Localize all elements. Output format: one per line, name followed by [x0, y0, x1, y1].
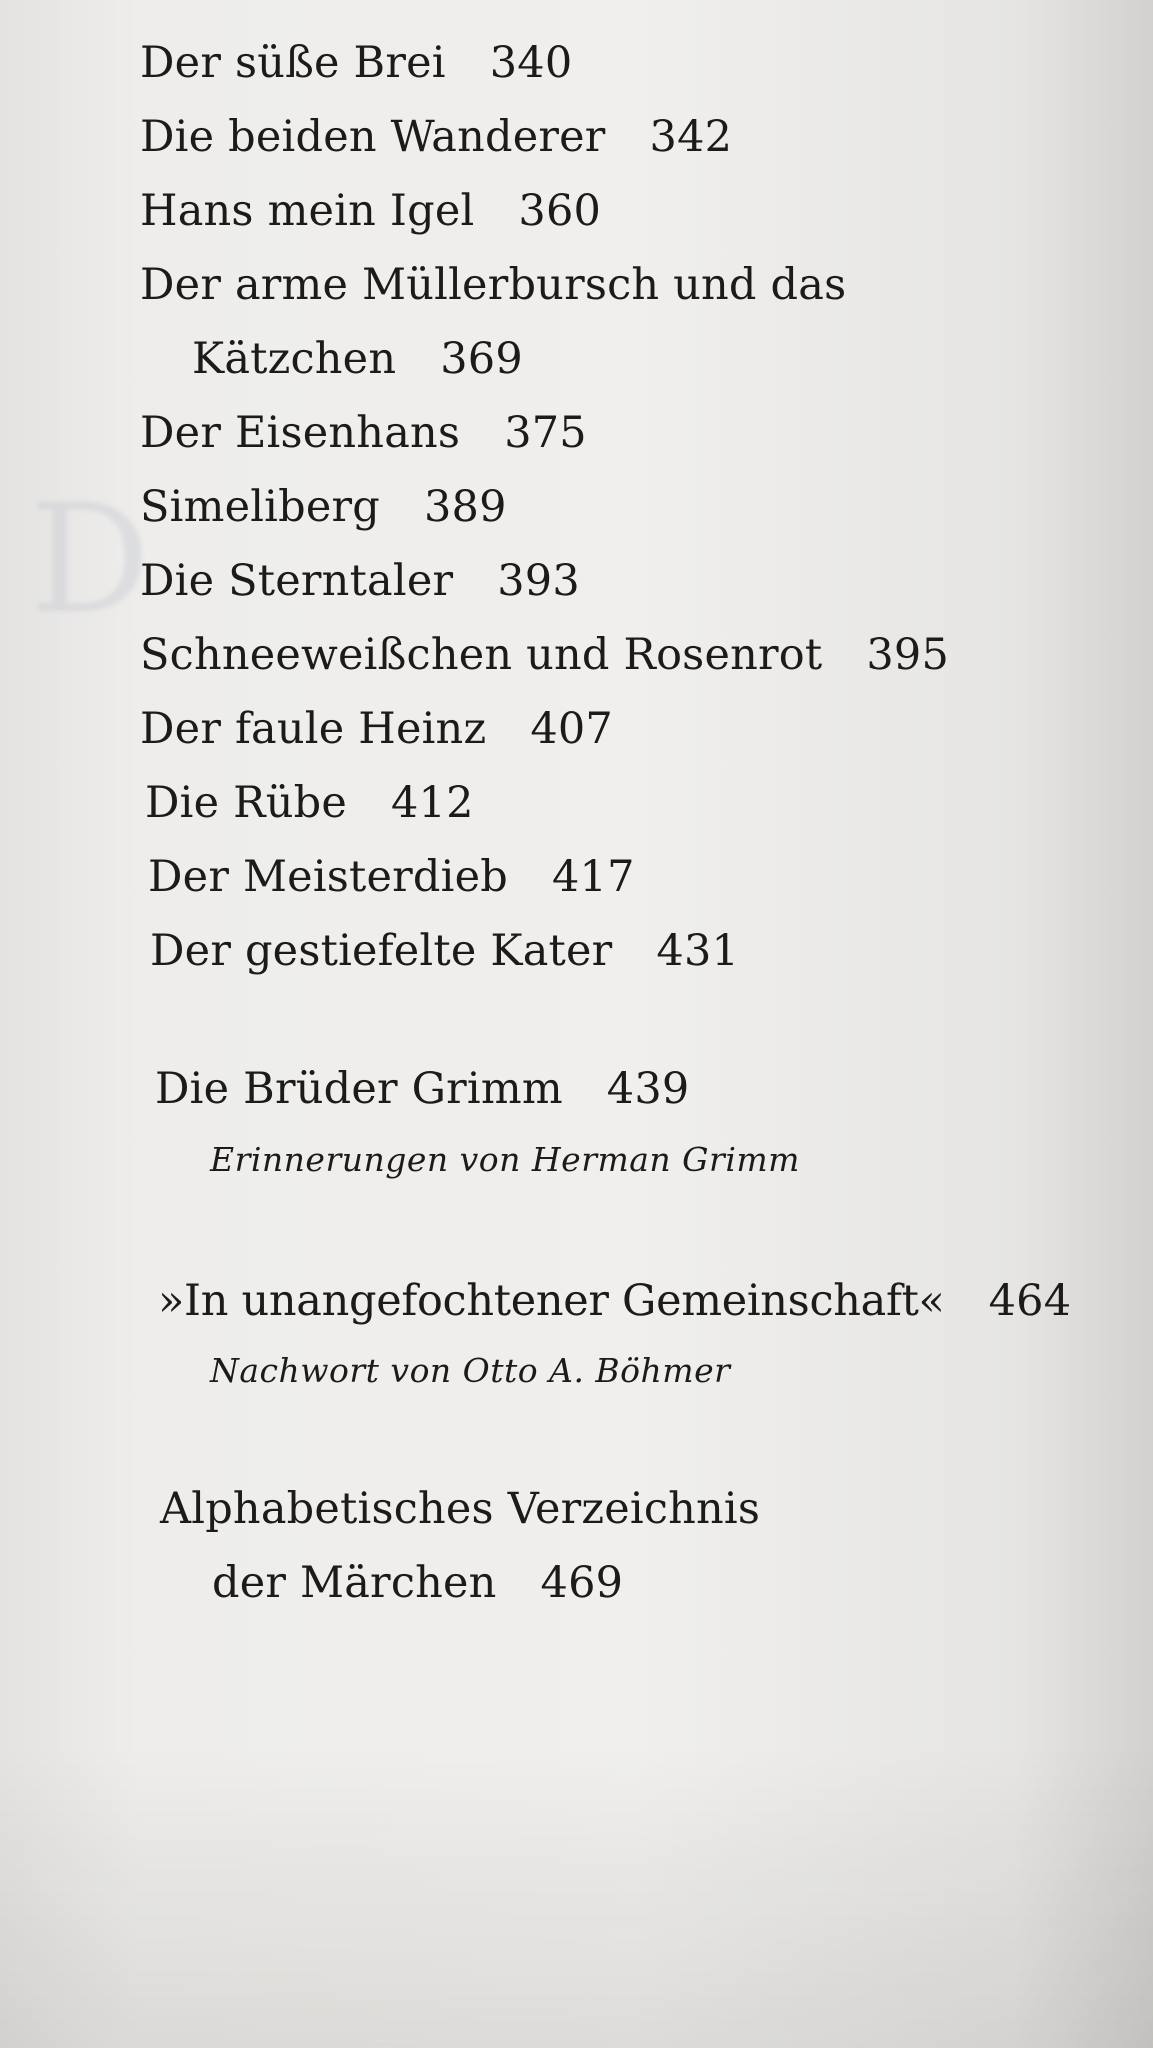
bleed-through-text: D	[30, 473, 151, 647]
toc-entry-title: Die Sterntaler	[140, 556, 454, 606]
toc-entry-title: Hans mein Igel	[140, 186, 475, 236]
toc-entry-page: 369	[440, 334, 523, 384]
toc-entry-title: Der Meisterdieb	[148, 852, 508, 902]
toc-entry-page: 342	[649, 112, 733, 162]
toc-entry-page: 407	[530, 704, 613, 754]
toc-entry	[140, 408, 587, 458]
toc-entry-title: Der Eisenhans	[140, 408, 461, 458]
toc-entry	[150, 926, 740, 976]
toc-entry-page: 360	[518, 186, 602, 236]
toc-entry	[140, 556, 580, 606]
appendix-entry-subtitle: Nachwort von Otto A. Böhmer	[210, 1351, 731, 1390]
toc-entry-title: Die beiden Wanderer	[140, 112, 606, 162]
appendix-entry-page: 439	[606, 1064, 690, 1114]
toc-entry-page: 389	[424, 482, 507, 532]
toc-entry-title: Der arme Müllerbursch und das	[140, 260, 847, 310]
toc-entry	[140, 630, 950, 680]
appendix-entry-title: Alphabetisches Verzeichnis	[160, 1484, 761, 1534]
toc-entry-page: 393	[497, 556, 580, 606]
toc-entry	[140, 38, 573, 88]
toc-entry	[140, 112, 733, 162]
toc-entry-title: Der faule Heinz	[140, 704, 487, 754]
toc-entry-page: 395	[866, 630, 950, 680]
toc-entry	[145, 778, 474, 828]
toc-entry-title: Simeliberg	[140, 482, 380, 532]
appendix-entry	[158, 1276, 1072, 1326]
toc-entry-page: 375	[504, 408, 587, 458]
toc-entry-title: Der gestiefelte Kater	[150, 926, 613, 976]
appendix-entry	[160, 1484, 761, 1534]
appendix-entry-title: »In unangefochtener Gemeinschaft«	[158, 1276, 945, 1326]
appendix-entry-title: Die Brüder Grimm	[155, 1064, 563, 1114]
appendix-entry-page: 464	[988, 1276, 1072, 1326]
toc-entry-page: 417	[551, 852, 635, 902]
toc-entry	[140, 482, 507, 532]
toc-entry-title-continued: Kätzchen	[192, 334, 397, 384]
appendix-entry-title-continued: der Märchen	[212, 1558, 497, 1608]
toc-entry-title: Die Rübe	[145, 778, 347, 828]
toc-entry-page: 412	[391, 778, 474, 828]
toc-entry	[140, 186, 602, 236]
toc-entry	[148, 852, 635, 902]
toc-entry-title: Der süße Brei	[140, 38, 446, 88]
page-shadow	[0, 1748, 1153, 2048]
toc-entry-page: 340	[489, 38, 573, 88]
toc-entry	[140, 260, 847, 310]
appendix-entry-continuation	[212, 1558, 624, 1608]
toc-entry-page: 431	[656, 926, 740, 976]
appendix-entry-subtitle: Erinnerungen von Herman Grimm	[210, 1140, 800, 1179]
appendix-entry	[155, 1064, 690, 1114]
toc-entry-title: Schneeweißchen und Rosenrot	[140, 630, 823, 680]
toc-entry-continuation	[192, 334, 523, 384]
toc-entry	[140, 704, 613, 754]
appendix-entry-page: 469	[540, 1558, 624, 1608]
